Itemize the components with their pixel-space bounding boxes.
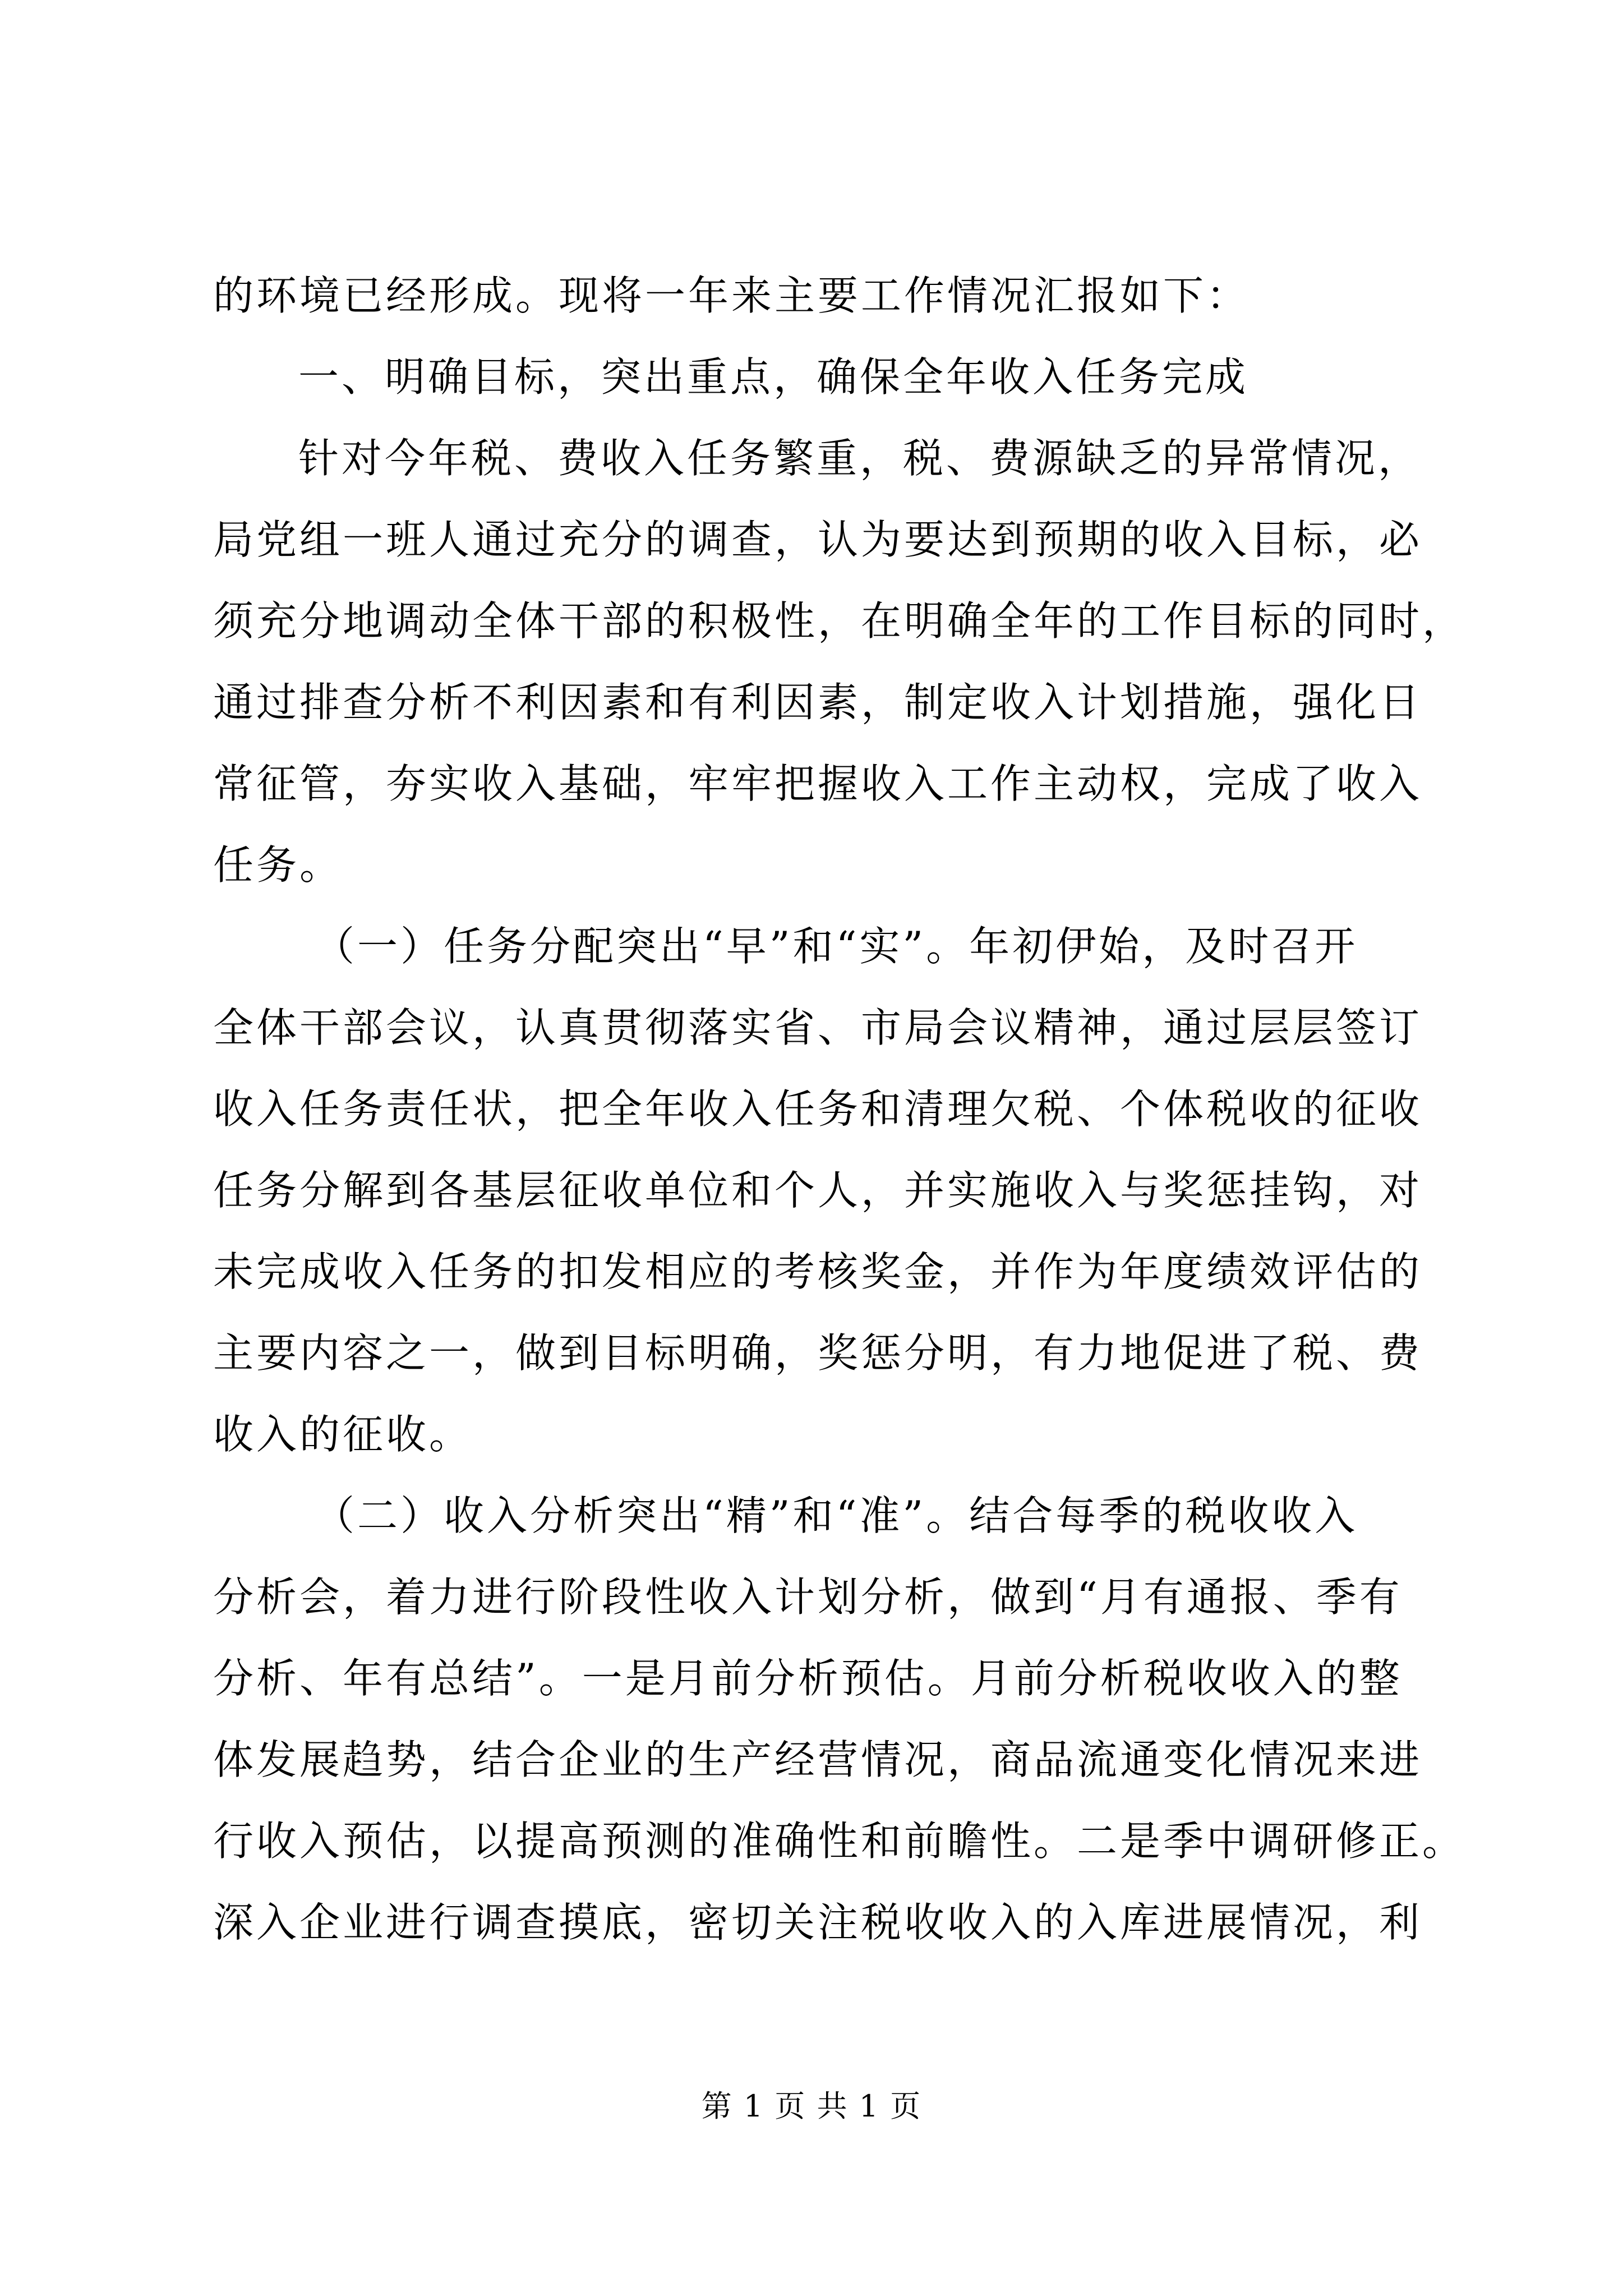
paragraph-line: 任务分解到各基层征收单位和个人，并实施收入与奖惩挂钩，对	[213, 1167, 1423, 1214]
paragraph-line: 任务。	[213, 841, 343, 889]
paragraph-line: 局党组一班人通过充分的调查，认为要达到预期的收入目标，必	[213, 516, 1423, 563]
subsection-line: （二）收入分析突出“精”和“准”。结合每季的税收收入	[314, 1492, 1358, 1539]
paragraph-line: 行收入预估，以提高预测的准确性和前瞻性。二是季中调研修正。	[213, 1818, 1466, 1865]
page-footer: 第 1 页 共 1 页	[701, 2088, 922, 2124]
paragraph-line: 主要内容之一，做到目标明确，奖惩分明，有力地促进了税、费	[213, 1329, 1423, 1377]
paragraph-line: 分析、年有总结”。一是月前分析预估。月前分析税收收入的整	[213, 1655, 1403, 1702]
paragraph-line: 收入任务责任状，把全年收入任务和清理欠税、个体税收的征收	[213, 1085, 1423, 1133]
paragraph-line: 全体干部会议，认真贯彻落实省、市局会议精神，通过层层签订	[213, 1004, 1423, 1051]
section-heading: 一、明确目标，突出重点，确保全年收入任务完成	[298, 353, 1249, 401]
paragraph-line: 须充分地调动全体干部的积极性，在明确全年的工作目标的同时，	[213, 597, 1466, 645]
paragraph-line: 深入企业进行调查摸底，密切关注税收收入的入库进展情况，利	[213, 1899, 1423, 1946]
paragraph-line: 体发展趋势，结合企业的生产经营情况，商品流通变化情况来进	[213, 1736, 1423, 1783]
paragraph-line: 分析会，着力进行阶段性收入计划分析，做到“月有通报、季有	[213, 1573, 1403, 1621]
subsection-line: （一）任务分配突出“早”和“实”。年初伊始，及时召开	[314, 923, 1358, 970]
paragraph-line: 通过排查分析不利因素和有利因素，制定收入计划措施，强化日	[213, 679, 1423, 726]
paragraph-line: 的环境已经形成。现将一年来主要工作情况汇报如下：	[213, 272, 1250, 319]
paragraph-line: 未完成收入任务的扣发相应的考核奖金，并作为年度绩效评估的	[213, 1248, 1423, 1295]
paragraph-line: 常征管，夯实收入基础，牢牢把握收入工作主动权，完成了收入	[213, 760, 1423, 807]
body-text	[213, 255, 1466, 1963]
paragraph-line: 针对今年税、费收入任务繁重，税、费源缺乏的异常情况，	[298, 435, 1422, 482]
paragraph-line: 收入的征收。	[213, 1411, 473, 1458]
